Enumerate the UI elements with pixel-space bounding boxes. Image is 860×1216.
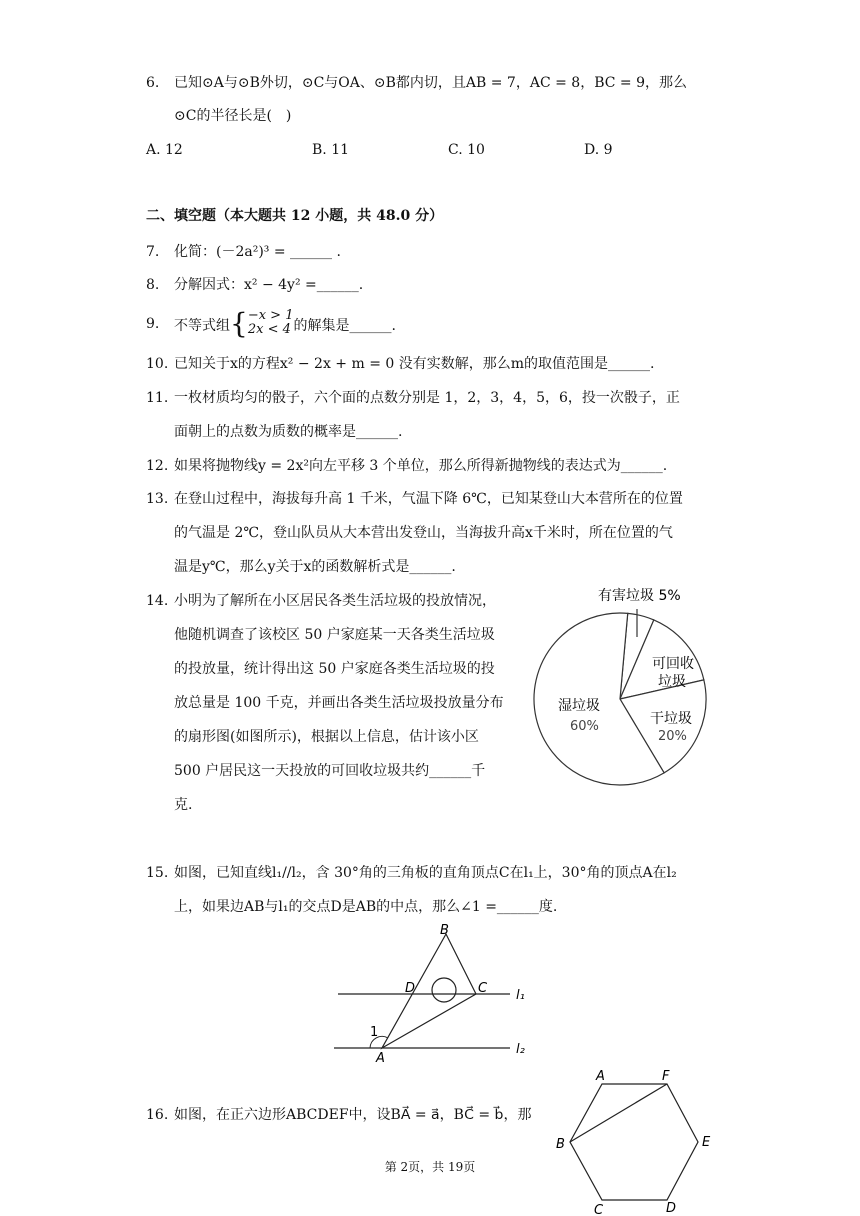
label-recycle-2: 垃圾: [658, 674, 686, 690]
question-text: [174, 307, 396, 340]
hexagon-abcdef: [570, 1084, 698, 1200]
label-dry-percent: 20%: [658, 729, 687, 744]
question-text-line: 面朝上的点数为质数的概率是______.: [174, 424, 403, 440]
label-a: A: [596, 1069, 605, 1084]
question-text-line: 如图，已知直线l₁//l₂，含 30°角的三角板的直角顶点C在l₁上，30°角的顶点A在l₂: [174, 865, 677, 881]
inequality-system: [248, 309, 294, 337]
question-number: 6.: [146, 75, 160, 91]
question-text: 如图，在正六边形ABCDEF中，设BA⃗ = a⃗，BC⃗ = b⃗，那: [174, 1107, 532, 1123]
option-b: B. 11: [312, 142, 350, 158]
question-number: 11.: [146, 390, 169, 406]
question-number: 12.: [146, 458, 169, 474]
question-text-line: 的扇形图(如图所示)，根据以上信息，估计该小区: [174, 729, 479, 745]
label-harmful: 有害垃圾 5%: [598, 588, 681, 604]
question-text-line: 在登山过程中，海拔每升高 1 千米，气温下降 6℃，已知某登山大本营所在的位置: [174, 491, 683, 507]
question-text: 已知关于x的方程x² − 2x + m = 0 没有实数解，那么m的取值范围是______.: [174, 356, 655, 372]
label-wet-percent: 60%: [570, 719, 599, 734]
label-b: B: [440, 923, 449, 938]
question-text: 如果将抛物线y = 2x²向左平移 3 个单位，那么所得新抛物线的表达式为______.: [174, 458, 668, 474]
pie-chart: [520, 578, 720, 794]
triangle-figure: [330, 920, 540, 1068]
label-b: B: [556, 1137, 565, 1152]
label-f: F: [662, 1069, 670, 1084]
option-d: D. 9: [584, 142, 613, 158]
question-text-line: 温是y℃，那么y关于x的函数解析式是______.: [174, 559, 456, 575]
label-wet: 湿垃圾: [558, 698, 600, 714]
question-number: 7.: [146, 244, 160, 260]
question-text-line: 小明为了解所在小区居民各类生活垃圾的投放情况，: [174, 593, 496, 609]
question-text-line: 500 户居民这一天投放的可回收垃圾共约______千: [174, 763, 486, 779]
label-angle-1: 1: [370, 1025, 379, 1040]
question-text-line: 放总量是 100 千克，并画出各类生活垃圾投放量分布: [174, 695, 504, 711]
question-text-line: 上，如果边AB与l₁的交点D是AB的中点，那么∠1 =______度.: [174, 899, 558, 915]
option-a: A. 12: [146, 142, 183, 158]
circle-mark: [432, 978, 456, 1002]
question-text-line: 已知⊙A与⊙B外切，⊙C与OA、⊙B都内切，且AB = 7，AC = 8，BC = 9，那么: [174, 75, 688, 91]
label-c: C: [594, 1203, 604, 1216]
question-text: 分解因式：x² − 4y² =______.: [174, 277, 364, 293]
question-number: 13.: [146, 491, 169, 507]
question-number: 10.: [146, 356, 169, 372]
inequality-2: 2x < 4: [247, 322, 291, 337]
question-text-line: ⊙C的半径长是( ): [174, 108, 292, 124]
hexagon-figure: [552, 1068, 722, 1216]
question-number: 16.: [146, 1107, 169, 1123]
label-d: D: [666, 1201, 677, 1216]
label-c: C: [478, 981, 488, 996]
label-l2: l₂: [516, 1042, 525, 1057]
question-text: 化简：(－2a²)³ = ______ .: [174, 244, 341, 260]
question-text-line: 他随机调查了该校区 50 户家庭某一天各类生活垃圾: [174, 627, 495, 643]
page-footer: 第 2页，共 19页: [384, 1160, 476, 1174]
inequality-1: −x > 1: [247, 308, 294, 323]
question-number: 14.: [146, 593, 169, 609]
option-c: C. 10: [448, 142, 485, 158]
question-text-line: 一枚材质均匀的骰子，六个面的点数分别是 1，2，3，4，5，6，投一次骰子，正: [174, 390, 680, 406]
section-heading: 二、填空题（本大题共 12 小题，共 48.0 分）: [146, 208, 444, 224]
segment-bf: [570, 1084, 667, 1142]
triangle-abc: [382, 934, 476, 1048]
question-text-line: 的投放量，统计得出这 50 户家庭各类生活垃圾的投: [174, 661, 495, 677]
label-e: E: [702, 1135, 711, 1150]
label-a: A: [376, 1051, 385, 1066]
label-dry: 干垃圾: [650, 711, 692, 727]
label-l1: l₁: [516, 988, 525, 1003]
question-number: 9.: [146, 316, 160, 332]
question-text-line: 克.: [174, 797, 193, 813]
label-recycle-1: 可回收: [652, 656, 694, 672]
label-d: D: [405, 981, 416, 996]
question-number: 15.: [146, 865, 169, 881]
brace: {: [230, 307, 248, 340]
question-prefix: 不等式组: [174, 318, 230, 334]
question-text-line: 的气温是 2℃，登山队员从大本营出发登山，当海拔升高x千米时，所在位置的气: [174, 525, 673, 541]
question-number: 8.: [146, 277, 160, 293]
question-suffix: 的解集是______.: [293, 318, 396, 334]
